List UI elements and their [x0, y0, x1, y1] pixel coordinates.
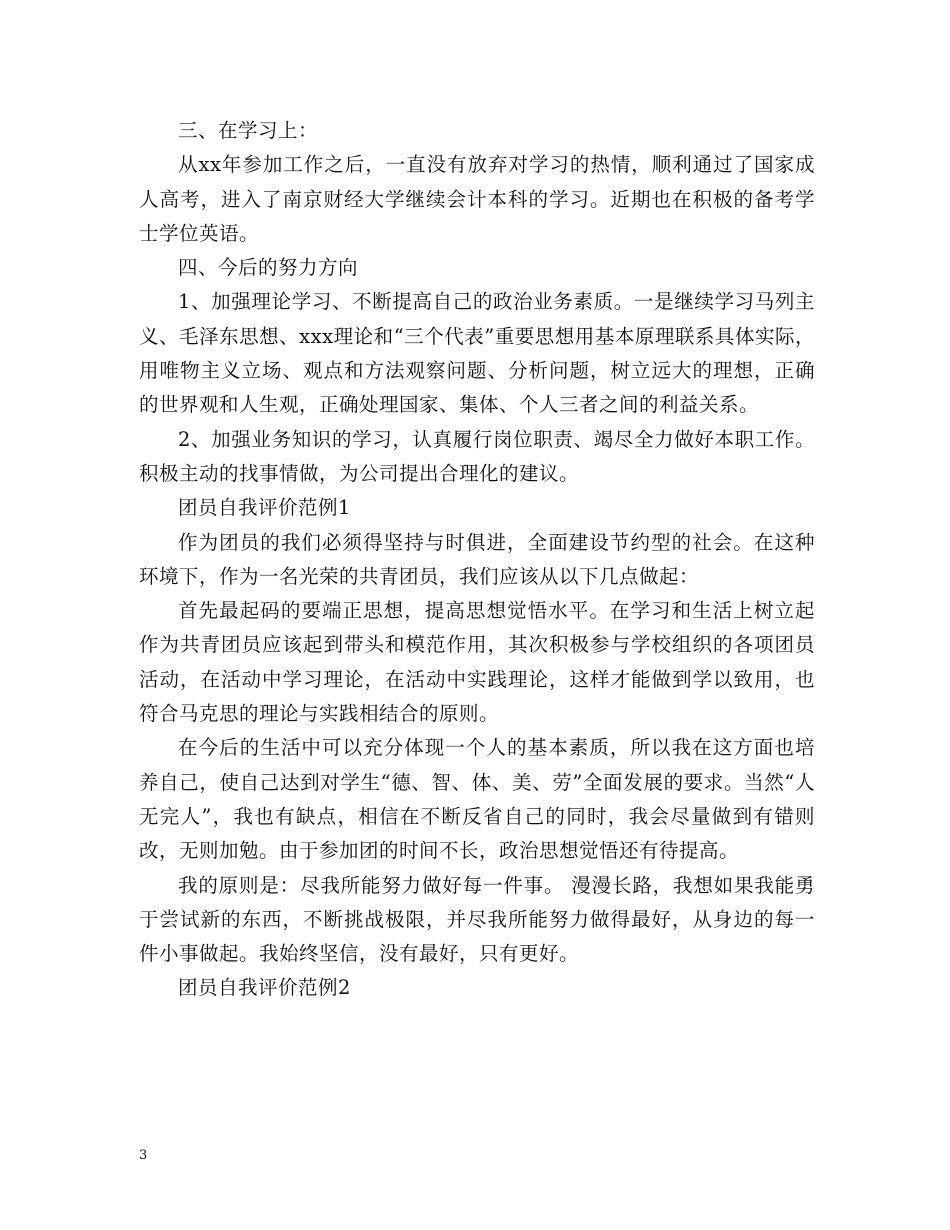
paragraph-example-1-intro: 作为团员的我们必须得坚持与时俱进，全面建设节约型的社会。在这种环境下，作为一名光荣的共青团员，我们应该从以下几点做起： — [139, 530, 815, 588]
paragraph-business-knowledge: 2、加强业务知识的学习，认真履行岗位职责、竭尽全力做好本职工作。积极主动的找事情做，为公司提出合理化的建议。 — [139, 427, 815, 485]
section-heading-study: 三、在学习上： — [178, 119, 319, 142]
paragraph-theory-study: 1、加强理论学习、不断提高自己的政治业务素质。一是继续学习马列主义、毛泽东思想、xxx理论和“三个代表”重要思想用基本原理联系具体实际，用唯物主义立场、观点和方法观察问题、分析问题，树立远大的理想，正确的世界观和人生观，正确处理国家、集体、个人三者之间的利益关系。 — [139, 290, 815, 417]
paragraph-example-1-principle: 我的原则是：尽我所能努力做好每一件事。 漫漫长路，我想如果我能勇于尝试新的东西，不断挑战极限，并尽我所能努力做得最好，从身边的每一件小事做起。我始终坚信，没有最好，只有更好。 — [139, 873, 815, 966]
page-number: 3 — [139, 1148, 148, 1163]
paragraph-example-1-thought: 首先最起码的要端正思想，提高思想觉悟水平。在学习和生活上树立起作为共青团员应该起到带头和模范作用，其次积极参与学校组织的各项团员活动，在活动中学习理论，在活动中实践理论，这样才能做到学以致用，也符合马克思的理论与实践相结合的原则。 — [139, 599, 815, 726]
paragraph-study: 从xx年参加工作之后，一直没有放弃对学习的热情，顺利通过了国家成人高考，进入了南京财经大学继续会计本科的学习。近期也在积极的备考学士学位英语。 — [139, 153, 815, 245]
heading-example-2: 团员自我评价范例2 — [178, 976, 351, 1000]
document-body — [139, 114, 815, 1006]
paragraph-example-1-life: 在今后的生活中可以充分体现一个人的基本素质，所以我在这方面也培养自己，使自己达到对学生“德、智、体、美、劳”全面发展的要求。当然“人无完人”，我也有缺点，相信在不断反省自己的同时，我会尽量做到有错则改，无则加勉。由于参加团的时间不长，政治思想觉悟还有待提高。 — [139, 736, 815, 863]
section-heading-future-direction: 四、今后的努力方向 — [178, 256, 359, 280]
heading-example-1: 团员自我评价范例1 — [178, 496, 351, 520]
